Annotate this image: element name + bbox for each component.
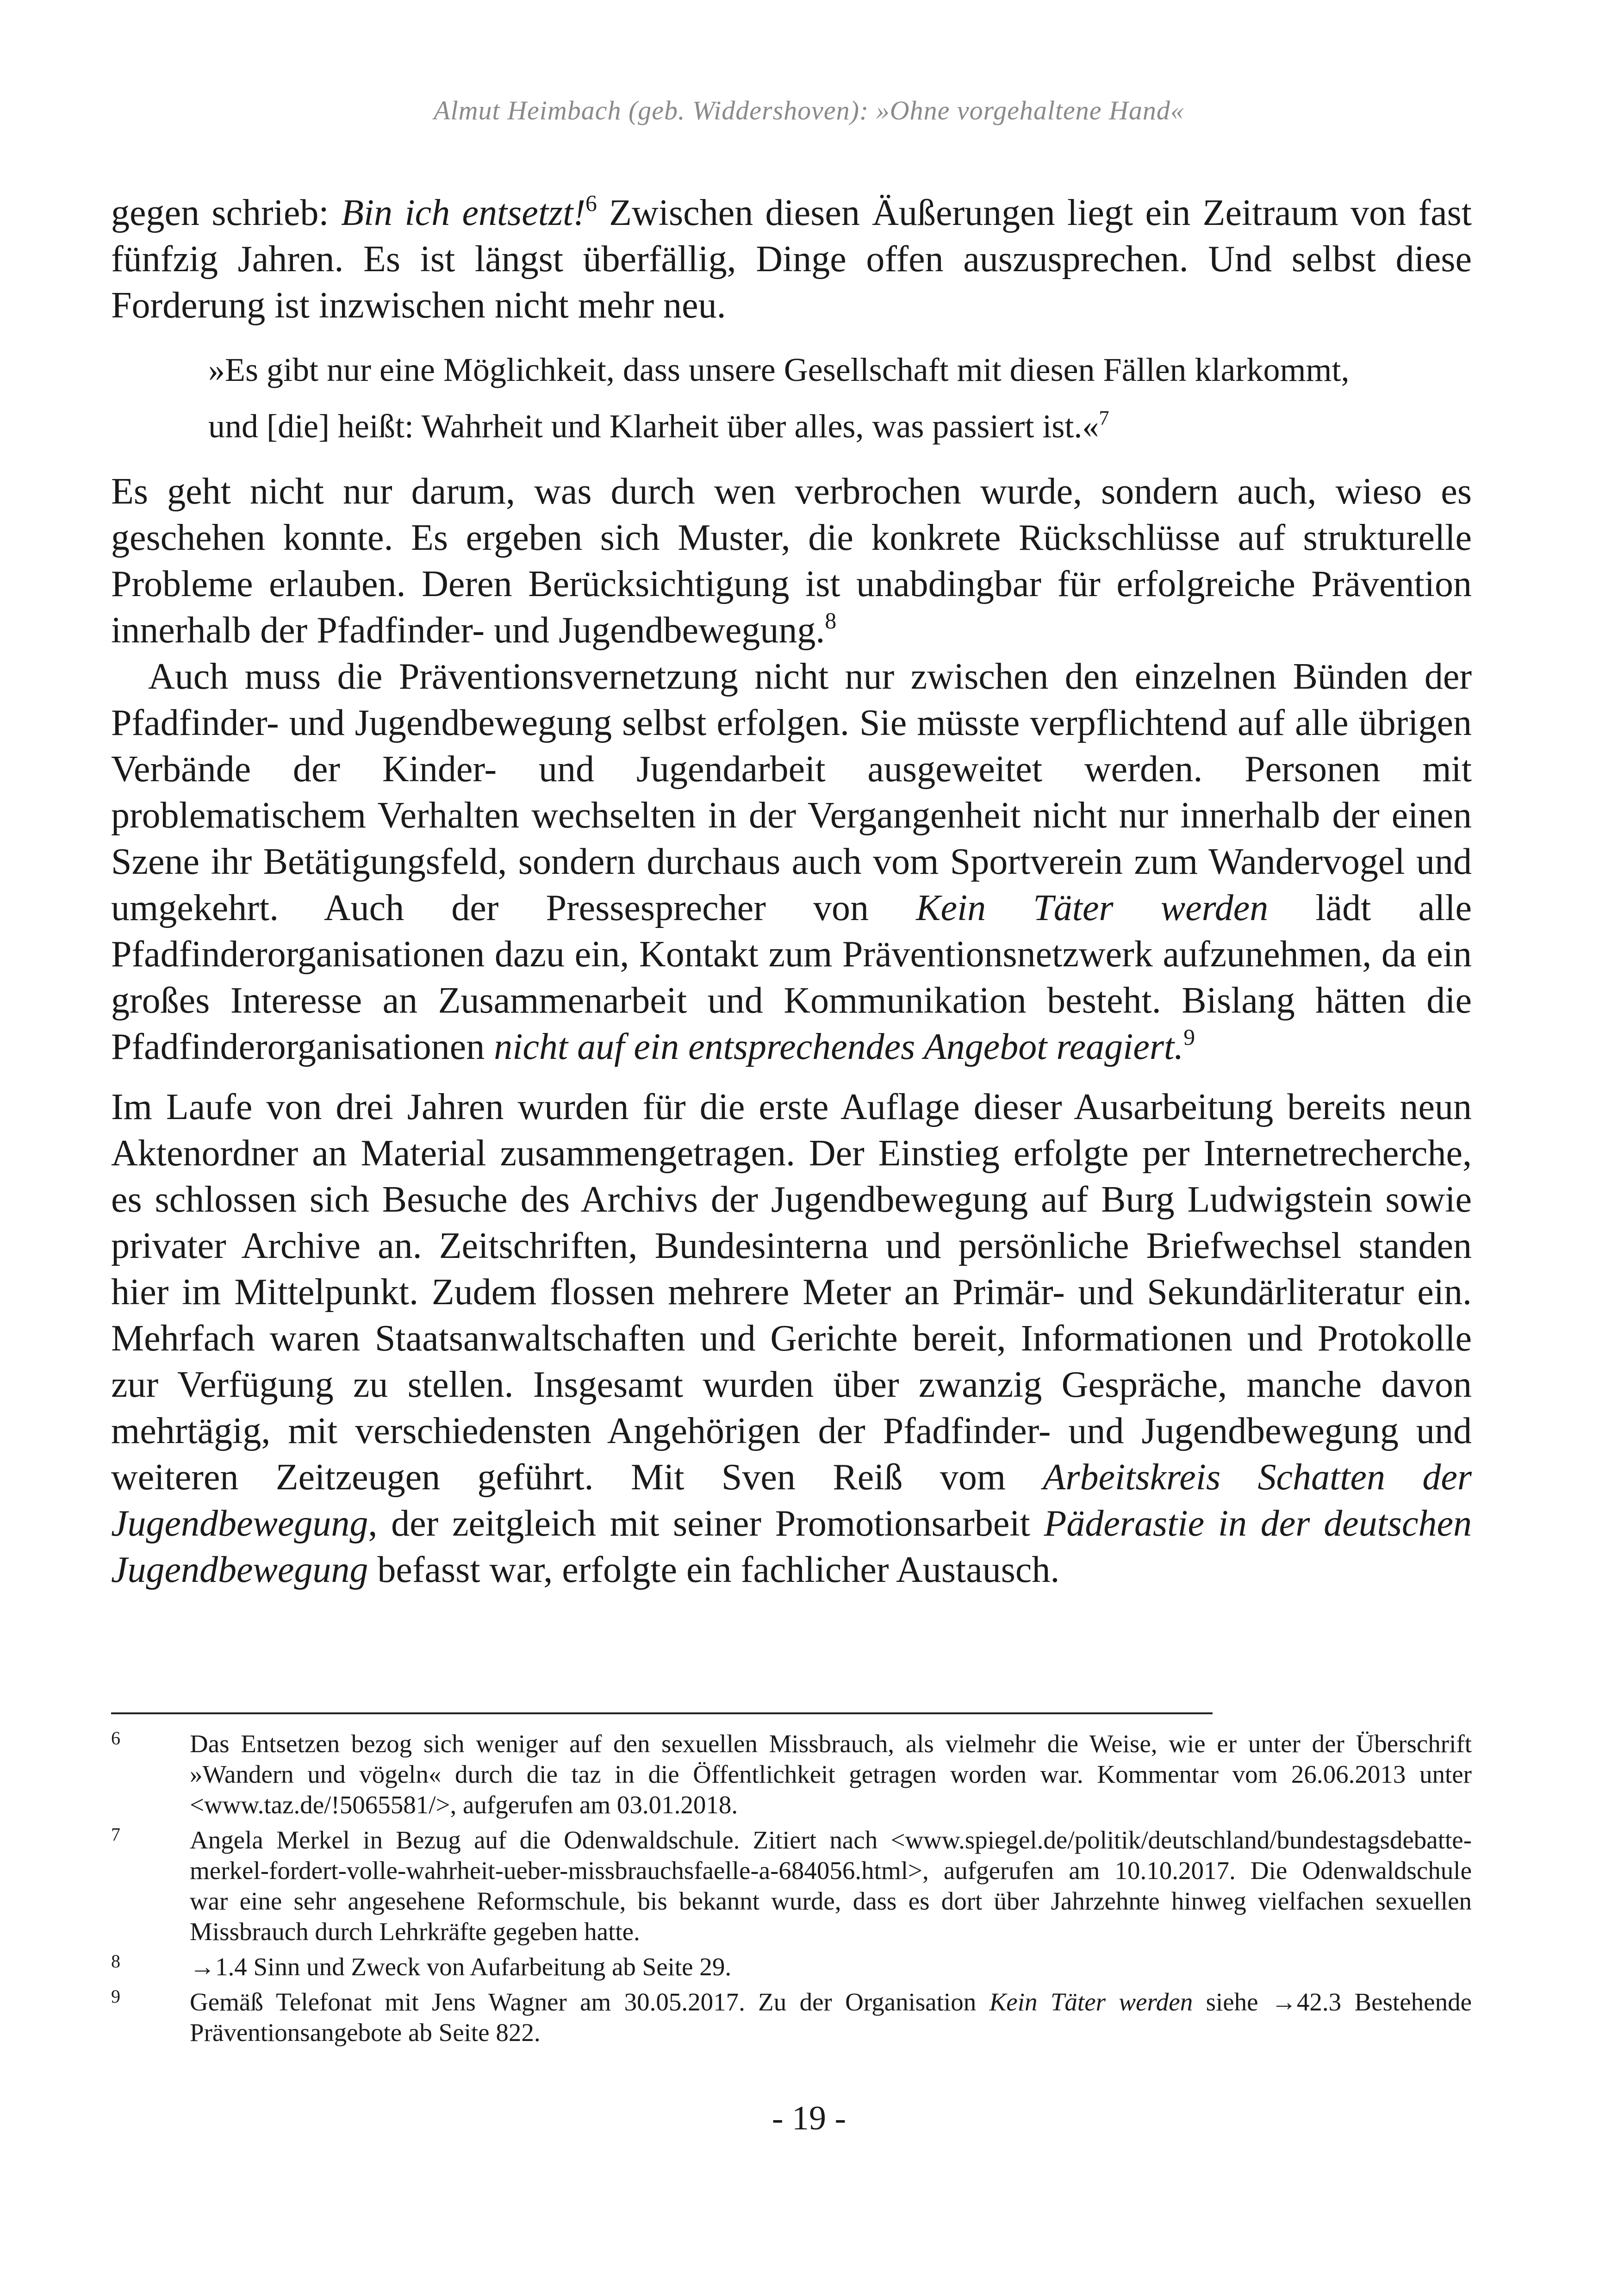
footnote-6 (111, 1729, 1472, 1820)
footnote-number: 6 (111, 1728, 120, 1748)
footnote-number: 9 (111, 1986, 120, 2007)
footnote-7 (111, 1825, 1472, 1947)
italic-quote: Bin ich entsetzt! (341, 193, 586, 233)
footnotes (111, 1729, 1472, 2053)
footnote-separator (111, 1712, 1213, 1714)
footnote-ref-8[interactable]: 8 (825, 608, 837, 634)
footnote-ref-9[interactable]: 9 (1183, 1024, 1195, 1050)
paragraph-3: Auch muss die Präventionsvernetzung nicht nur zwischen den einzelnen Bünden der Pfadfinder- und Jugendbewegung selbst erfolgen. Sie müsste verpflichtend auf alle übrigen Verbände der Kinder- und Jugendarbeit ausgeweitet werden. Personen mit problematischem Verhalten wechselten in der Vergangenheit nicht nur innerhalb der einen Szene ihr Betätigungsfeld, sondern durchaus auch vom Sportverein zum Wandervogel und umgekehrt. Auch der Pressesprecher von Kein Täter werden lädt alle Pfadfinderorganisationen dazu ein, Kontakt zum Präventionsnetzwerk aufzunehmen, da ein großes Interesse an Zusammenarbeit und Kommunikation besteht. Bislang hätten die Pfadfinderorganisationen nicht auf ein entsprechendes Angebot reagiert.$^9$ (111, 656, 1472, 1067)
paragraph-2: Es geht nicht nur darum, was durch wen verbrochen wurde, sondern auch, wieso es geschehen konnte. Es ergeben sich Muster, die konkrete Rückschlüsse auf strukturelle Probleme erlauben. Deren Berücksichtigung ist unabdingbar für erfolgreiche Prävention innerhalb der Pfadfinder- und Jugendbewegung.$^8$ (111, 471, 1472, 651)
footnote-8 (111, 1952, 1472, 1982)
footnote-number: 8 (111, 1951, 120, 1972)
paragraph-4: Im Laufe von drei Jahren wurden für die erste Auflage dieser Ausarbeitung bereits neun Aktenordner an Material zusammengetragen. Der Einstieg erfolgte per Internetrecherche, es schlossen sich Besuche des Archivs der Jugendbewegung auf Burg Ludwigstein sowie privater Archive an. Zeitschriften, Bundesinterna und persönliche Briefwechsel standen hier im Mittelpunkt. Zudem flossen mehrere Meter an Primär- und Sekundärliteratur ein. Mehrfach waren Staatsanwaltschaften und Gerichte bereit, Informationen und Protokolle zur Verfügung zu stellen. Insgesamt wurden über zwanzig Gespräche, manche davon mehrtägig, mit verschiedensten Angehörigen der Pfadfinder- und Jugendbewegung und weiteren Zeitzeugen geführt. Mit Sven Reiß vom Arbeitskreis Schatten der Jugendbewegung, der zeitgleich mit seiner Promotionsarbeit Päderastie in der deutschen Jugendbewegung befasst war, erfolgte ein fachlicher Austausch. (111, 1087, 1472, 1590)
body-text (111, 190, 1472, 1593)
footnote-number: 7 (111, 1824, 120, 1845)
page-number: - 19 - (772, 2099, 846, 2137)
running-header: Almut Heimbach (geb. Widdershoven): »Ohne vorgehaltene Hand« (434, 95, 1184, 125)
footnote-9 (111, 1987, 1472, 2048)
footnote-text: Das Entsetzen bezog sich weniger auf den sexuellen Missbrauch, als vielmehr die Weise, wie er unter der Überschrift »Wandern und vögeln« durch die taz in die Öffentlichkeit getragen worden war. Kommentar vom 26.06.2013 unter <www.taz.de/!5065581/>, aufgerufen am 03.01.2018. (190, 1730, 1472, 1819)
block-quote: »Es gibt nur eine Möglichkeit, dass unsere Gesellschaft mit diesen Fällen klarkommt, und [die] heißt: Wahrheit und Klarheit über alles, was passiert ist.«$^7$ (208, 351, 1350, 445)
footnote-ref-7[interactable]: 7 (1099, 406, 1109, 429)
footnote-ref-6[interactable]: 6 (585, 190, 597, 216)
footnote-text: Angela Merkel in Bezug auf die Odenwaldschule. Zitiert nach <www.spiegel.de/politik/deutschland/bundestagsdebatte-merkel-fordert-volle-wahrheit-ueber-missbrauchsfaelle-a-684056.html>, aufgerufen am 10.10.2017. Die Odenwaldschule war eine sehr angesehene Reformschule, bis bekannt wurde, dass es dort über Jahrzehnte hinweg vielfachen sexuellen Missbrauch durch Lehrkräfte gegeben hatte. (190, 1826, 1472, 1946)
footnote-text: Gemäß Telefonat mit Jens Wagner am 30.05.2017. Zu der Organisation Kein Täter werden siehe →42.3 Bestehende Präventionsangebote ab Seite 822. (190, 1988, 1472, 2047)
footnote-text: →1.4 Sinn und Zweck von Aufarbeitung ab Seite 29. (190, 1953, 732, 1981)
paragraph-1: gegen schrieb: Bin ich entsetzt!$^6$ Zwischen diesen Äußerungen liegt ein Zeitraum von fast fünfzig Jahren. Es ist längst überfällig, Dinge offen auszusprechen. Und selbst diese Forderung ist inzwischen nicht mehr neu. (111, 190, 1472, 326)
